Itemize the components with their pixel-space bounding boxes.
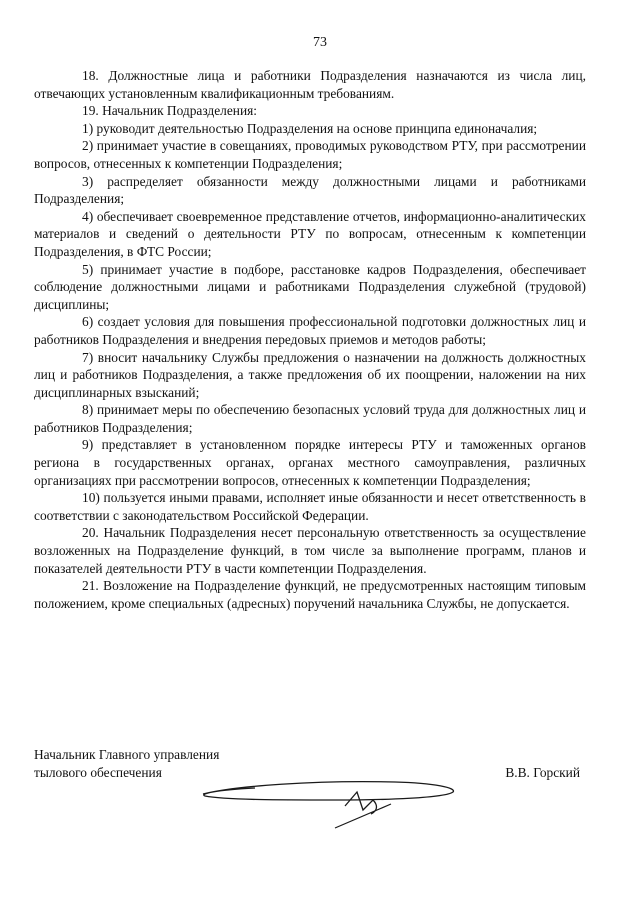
- list-item-3: 3) распределяет обязанности между должностными лицами и работниками Подразделения;: [34, 173, 586, 207]
- paragraph-18: 18. Должностные лица и работники Подразделения назначаются из числа лиц, отвечающих установленным квалификационным требованиям.: [34, 68, 586, 101]
- list-item-5: 5) принимает участие в подборе, расстановке кадров Подразделения, обеспечивает соблюдение должностными лицами и работниками Подразделения служебной (трудовой) дисциплины;: [34, 261, 586, 312]
- handwritten-signature: [195, 770, 465, 830]
- signatory-title-line-1: Начальник Главного управления: [34, 747, 220, 762]
- list-item-9: 9) представляет в установленном порядке интересы РТУ и таможенных органов региона в государственных органах, органах местного самоуправления, различных организациях при рассмотрении вопросов, отнесенных к компетенции Подразделения;: [34, 437, 586, 488]
- paragraph-20: 20. Начальник Подразделения несет персональную ответственность за осуществление возложенных на Подразделение функций, в том числе за выполнение программ, планов и показателей деятельности РТУ в части компетенции Подразделения.: [34, 525, 586, 576]
- list-item-8: 8) принимает меры по обеспечению безопасных условий труда для должностных лиц и работников Подразделения;: [34, 402, 586, 435]
- list-item-1: 1) руководит деятельностью Подразделения на основе принципа единоначалия;: [82, 120, 538, 136]
- list-item-2: 2) принимает участие в совещаниях, проводимых руководством РТУ, при рассмотрении вопросов, отнесенных к компетенции Подразделения;: [34, 138, 586, 171]
- list-item-4: 4) обеспечивает своевременное представление отчетов, информационно-аналитических материалов и сведений о деятельности РТУ по вопросам, отнесенным к компетенции Подразделения, в ФТС России;: [34, 208, 586, 259]
- list-item-10: 10) пользуется иными правами, исполняет иные обязанности и несет ответственность в соответствии с законодательством Российской Федерации.: [34, 490, 586, 523]
- signatory-name: В.В. Горский: [505, 765, 580, 780]
- document-body: [34, 67, 586, 612]
- list-item-6: 6) создает условия для повышения профессиональной подготовки должностных лиц и работников Подразделения и внедрения передовых приемов и методов работы;: [34, 314, 586, 347]
- page-number: 73: [313, 35, 327, 50]
- list-item-7: 7) вносит начальнику Службы предложения о назначении на должность должностных лиц и работников Подразделения, а также предложения об их поощрении, наложении на них дисциплинарных взысканий;: [34, 349, 586, 400]
- paragraph-19-heading: 19. Начальник Подразделения:: [82, 103, 258, 119]
- signatory-title-line-2: тылового обеспечения: [34, 765, 162, 780]
- paragraph-21: 21. Возложение на Подразделение функций, не предусмотренных настоящим типовым положением, кроме специальных (адресных) поручений начальника Службы, не допускается.: [34, 578, 586, 611]
